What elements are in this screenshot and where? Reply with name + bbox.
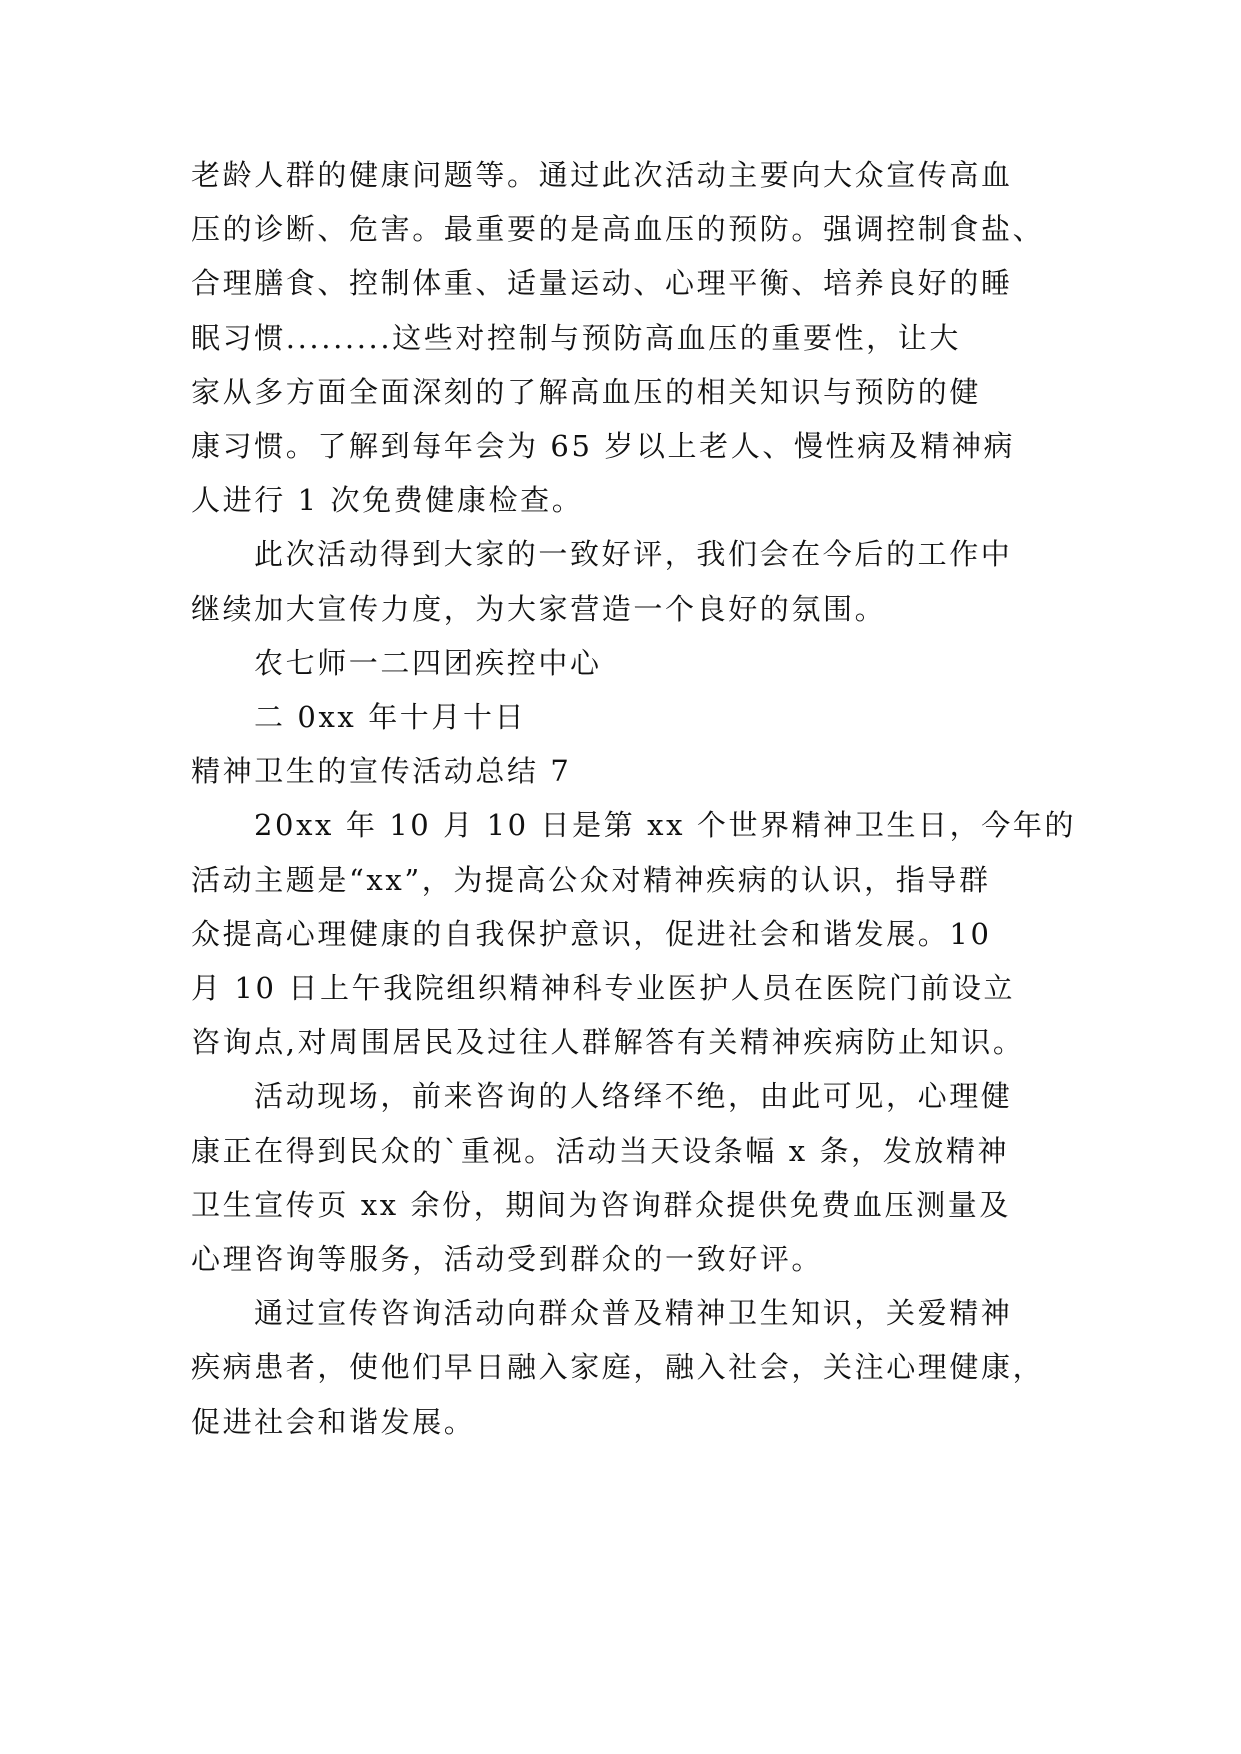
text-line: 康习惯。了解到每年会为 65 岁以上老人、慢性病及精神病 — [191, 429, 1016, 464]
text-line: 疾病患者，使他们早日融入家庭，融入社会，关注心理健康， — [191, 1350, 1045, 1385]
text-line: 通过宣传咨询活动向群众普及精神卫生知识，关爱精神 — [254, 1296, 1013, 1331]
paragraph-evaluation — [191, 527, 1051, 635]
text-line: 促进社会和谐发展。 — [191, 1404, 476, 1439]
signature-date: 二 0xx 年十月十日 — [254, 700, 527, 735]
text-line: 20xx 年 10 月 10 日是第 xx 个世界精神卫生日，今年的 — [254, 808, 1077, 843]
text-line: 咨询点,对周围居民及过往人群解答有关精神疾病防止知识。 — [191, 1025, 1025, 1060]
document-body — [191, 148, 1077, 1449]
paragraph-activity-scene — [191, 1069, 1051, 1286]
text-line: 活动现场，前来咨询的人络绎不绝，由此可见，心理健 — [254, 1079, 1013, 1114]
paragraph-mental-health-day — [191, 798, 1077, 1069]
text-line: 老龄人群的健康问题等。通过此次活动主要向大众宣传高血 — [191, 158, 1013, 192]
text-line: 继续加大宣传力度，为大家营造一个良好的氛围。 — [191, 591, 887, 626]
paragraph-hypertension-promotion — [191, 148, 1051, 527]
text-line: 眠习惯.........这些对控制与预防高血压的重要性，让大 — [191, 320, 961, 355]
text-line: 家从多方面全面深刻的了解高血压的相关知识与预防的健 — [191, 374, 982, 409]
text-line: 压的诊断、危害。最重要的是高血压的预防。强调控制食盐、 — [191, 212, 1045, 247]
text-line: 此次活动得到大家的一致好评，我们会在今后的工作中 — [254, 537, 1013, 572]
signature-organization: 农七师一二四团疾控中心 — [254, 645, 602, 680]
text-line: 月 10 日上午我院组织精神科专业医护人员在医院门前设立 — [191, 971, 1016, 1006]
section-title: 精神卫生的宣传活动总结 7 — [191, 754, 572, 789]
paragraph-conclusion — [191, 1286, 1051, 1449]
text-line: 活动主题是“xx”，为提高公众对精神疾病的认识，指导群 — [191, 862, 991, 897]
text-line: 人进行 1 次免费健康检查。 — [191, 483, 584, 518]
text-line: 合理膳食、控制体重、适量运动、心理平衡、培养良好的睡 — [191, 266, 1013, 301]
text-line: 卫生宣传页 xx 余份，期间为咨询群众提供免费血压测量及 — [191, 1187, 1011, 1222]
text-line: 康正在得到民众的`重视。活动当天设条幅 x 条，发放精神 — [191, 1133, 1010, 1168]
text-line: 众提高心理健康的自我保护意识，促进社会和谐发展。10 — [191, 916, 992, 951]
text-line: 心理咨询等服务，活动受到群众的一致好评。 — [191, 1242, 824, 1277]
